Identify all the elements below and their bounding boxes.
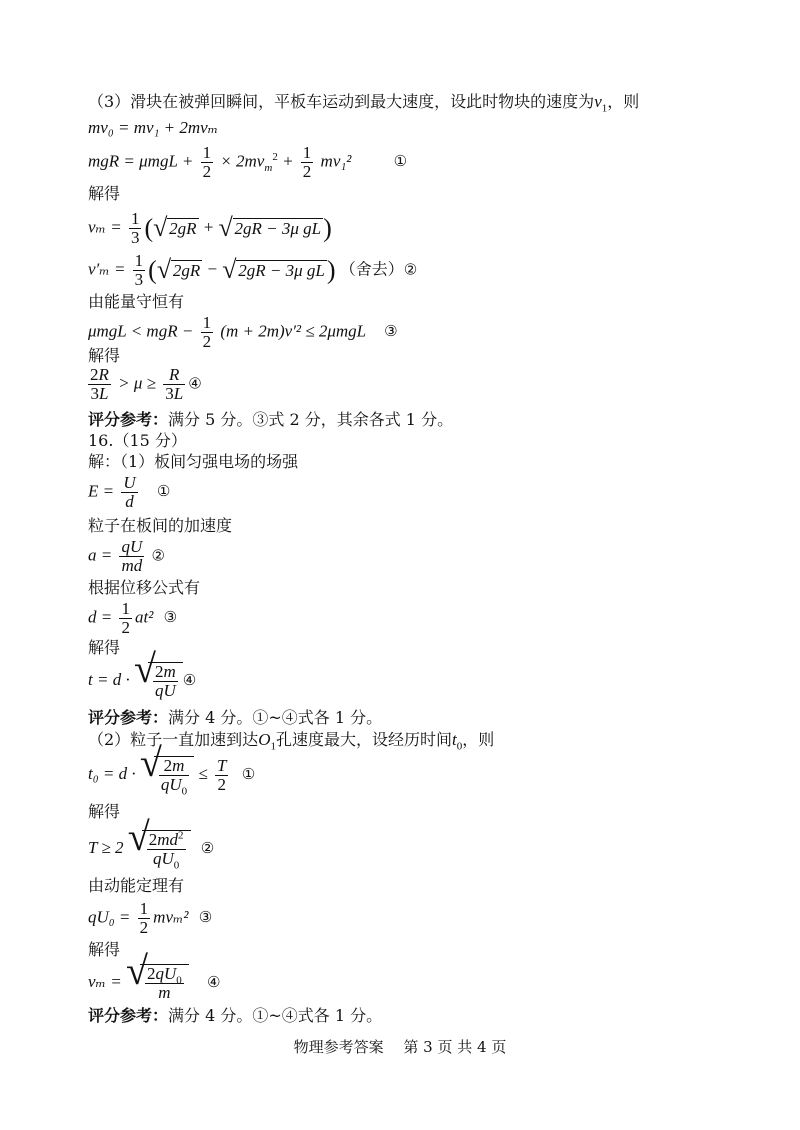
fraction-2R-3L: $\frac{2R}{3L}$ xyxy=(90,365,109,403)
fraction-half: $\frac{1}{2}$ xyxy=(121,599,130,637)
label-solve: 解得 xyxy=(88,346,121,365)
sqrt-icon: √ 2gR − 3μ gL xyxy=(218,213,322,242)
intro-text: （3）滑块在被弹回瞬间，平板车运动到最大速度，设此时物块的速度为 xyxy=(88,92,595,111)
mu-range: > μ ≥ xyxy=(118,373,156,393)
vm2-label: v′ₘ = xyxy=(88,259,126,279)
fraction-U-d: $\frac{U}{d}$ xyxy=(123,473,136,511)
tag-3: ③ xyxy=(198,908,213,927)
tag-1: ① xyxy=(241,764,256,783)
tag-1: ① xyxy=(156,482,171,501)
equation-displacement xyxy=(88,600,177,637)
fraction-half: $\frac{1}{2}$ xyxy=(302,143,312,181)
part2-c: ，则 xyxy=(462,730,495,749)
kin-label: qU₀ = xyxy=(88,907,131,927)
label-solve: 解得 xyxy=(88,940,121,959)
label-accel: 粒子在板间的加速度 xyxy=(88,516,233,535)
score-note-16b xyxy=(88,1006,382,1026)
fraction-half: $\frac{1}{2}$ xyxy=(202,143,212,181)
label-kinetic: 由动能定理有 xyxy=(88,876,185,895)
label-energy: 由能量守恒有 xyxy=(88,292,185,311)
reject-note: （舍去） xyxy=(339,259,404,279)
score-label: 评分参考： xyxy=(88,1006,169,1025)
sqrt-icon: √ $\frac{2m}{qU}$ xyxy=(134,662,183,700)
ineq-lhs: μmgL < mgR − xyxy=(88,321,194,341)
ineq-tail: (m + 2m)v′² ≤ 2μmgL xyxy=(220,321,366,341)
question-16-heading: 16.（15 分） xyxy=(88,431,187,450)
sqrt-icon: √ $\frac{2m}{qU_0}$ xyxy=(140,756,194,794)
field-label: E = xyxy=(88,481,115,501)
fraction-qU-md: $\frac{qU}{md}$ xyxy=(121,537,143,575)
sqrt-icon: √ 2gR xyxy=(156,255,201,284)
sqrt-icon: √ 2gR − 3μ gL xyxy=(222,255,325,284)
score-label: 评分参考： xyxy=(88,410,169,429)
tag-4: ④ xyxy=(188,374,202,393)
disp-tail: at² xyxy=(134,607,154,627)
sqrt-icon: √ $\frac{2md^2}{qU_0}$ xyxy=(128,830,191,868)
time-label: t = d · xyxy=(88,669,130,689)
sqrt-icon: √ 2gR xyxy=(153,213,197,242)
tag-2: ② xyxy=(403,260,418,279)
equation-inequality xyxy=(88,314,398,351)
intro-tail: ，则 xyxy=(607,92,640,111)
label-solve: 解得 xyxy=(88,638,121,657)
tag-1: ① xyxy=(393,152,408,171)
label-displacement: 根据位移公式有 xyxy=(88,578,201,597)
equation-field xyxy=(88,474,170,511)
part2-b: 孔速度最大，设经历时间 xyxy=(275,730,452,749)
part2-a: （2）粒子一直加速到达 xyxy=(88,730,259,749)
disp-label: d = xyxy=(88,607,113,627)
equation-kinetic xyxy=(88,900,212,937)
vm-label: vₘ = xyxy=(88,217,122,237)
tag-3: ③ xyxy=(384,322,398,341)
fraction-half: $\frac{1}{2}$ xyxy=(139,899,149,937)
kin-tail: mvₘ² xyxy=(153,907,189,927)
label-solve: 解得 xyxy=(88,184,121,203)
equation-t0: t₀ = d · √ $\frac{2m}{qU_0}$ ≤ $\frac{T}{2}$ ① xyxy=(88,740,256,798)
score-text: 满分 4 分。①~④式各 1 分。 xyxy=(168,708,383,727)
tag-4: ④ xyxy=(182,670,197,689)
period-label: T ≥ 2 xyxy=(88,837,124,857)
equation-energy: mgR = μmgL + $\frac{1}{2}$ × $2mv_m^2$ + $\frac{1}{2}$ mv₁² ① xyxy=(88,143,408,181)
accel-label: a = xyxy=(88,545,113,565)
paragraph-intro xyxy=(88,92,640,115)
equation-vm-prime: v′ₘ = $\frac{1}{3}$ ( √ 2gR − √ 2gR − 3μ gL) （舍去）② xyxy=(88,251,418,289)
score-note-16a xyxy=(88,708,382,728)
sqrt-icon: √ $\frac{2qU_0}{m}$ xyxy=(126,964,189,1002)
var-O1: $O_1$ xyxy=(258,730,276,753)
eq1-mid: × 2mv xyxy=(220,151,265,171)
fraction-T-2: $\frac{T}{2}$ xyxy=(216,755,227,794)
equation-vm: vₘ = $\frac{1}{3}$ ( √ 2gR + √ 2gR − 3μ gL) xyxy=(88,209,332,247)
page-footer: 物理参考答案 第 3 页 共 4 页 xyxy=(293,1038,507,1056)
fraction-half: $\frac{1}{2}$ xyxy=(202,313,212,351)
tag-2: ② xyxy=(151,546,165,565)
equation-period xyxy=(88,814,215,872)
fraction-third: $\frac{1}{3}$ xyxy=(134,251,144,289)
tag-4: ④ xyxy=(206,972,221,991)
var-v1: $v_1$ xyxy=(594,92,608,115)
t0-label: t₀ = d · xyxy=(88,763,136,783)
score-text: 满分 4 分。①~④式各 1 分。 xyxy=(168,1006,383,1025)
score-label: 评分参考： xyxy=(88,708,169,727)
vmax-label: vₘ = xyxy=(88,971,122,991)
eq1-tail: mv₁² xyxy=(320,151,352,171)
var-t0: $t_0$ xyxy=(451,730,463,753)
label-solve: 解得 xyxy=(88,802,121,821)
q16-part1-text: 解：（1）板间匀强电场的场强 xyxy=(88,452,299,471)
fraction-third: $\frac{1}{3}$ xyxy=(130,209,140,247)
equation-accel xyxy=(88,538,165,575)
equation-mu-range xyxy=(88,366,202,403)
eq1-lhs: mgR = μmgL + xyxy=(88,151,194,171)
tag-2: ② xyxy=(200,838,215,857)
equation-momentum: mv₀ = mv₁ + 2mvₘ xyxy=(88,118,219,137)
fraction-R-3L: $\frac{R}{3L}$ xyxy=(165,365,184,403)
score-note-15 xyxy=(88,410,453,430)
tag-3: ③ xyxy=(163,608,178,627)
score-text: 满分 5 分。③式 2 分，其余各式 1 分。 xyxy=(168,410,454,429)
